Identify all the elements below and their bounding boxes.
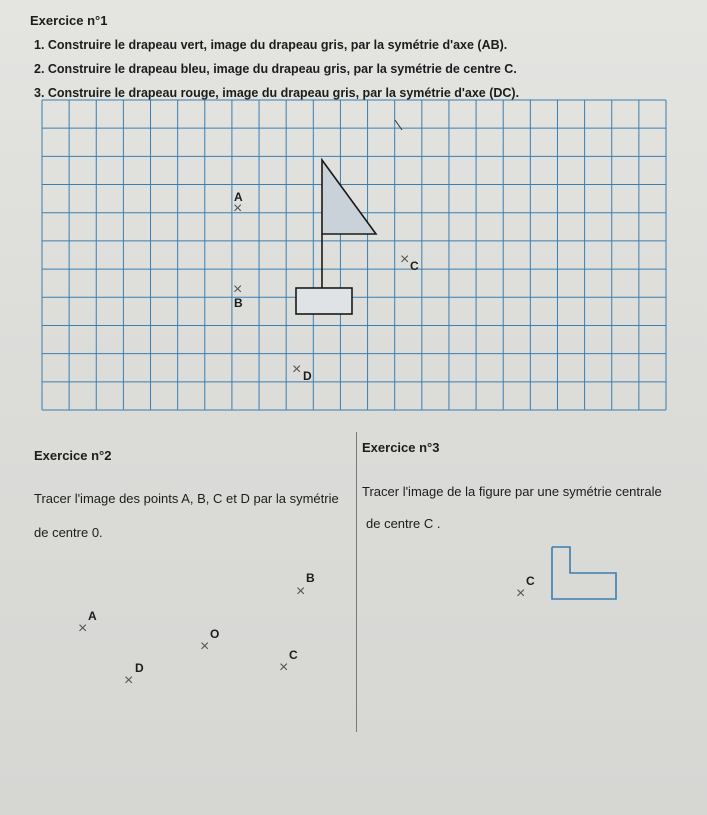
exercise2-title: Exercice n°2 bbox=[34, 448, 112, 463]
ex2-point-o-label: O bbox=[210, 627, 220, 641]
ex2-point-b-label: B bbox=[306, 571, 315, 585]
ex2-point-b-cross-icon: × bbox=[296, 583, 306, 600]
ex1-point-c-label: C bbox=[410, 259, 419, 273]
ex1-point-d-label: D bbox=[303, 369, 312, 383]
exercise1-instruction-2: 2. Construire le drapeau bleu, image du drapeau gris, par la symétrie de centre C. bbox=[34, 62, 517, 76]
exercise3-title: Exercice n°3 bbox=[362, 440, 440, 455]
exercise3-l-shape bbox=[540, 535, 630, 610]
ex2-point-a-cross-icon: × bbox=[78, 620, 88, 637]
ex2-point-c-label: C bbox=[289, 648, 298, 662]
column-divider bbox=[356, 432, 357, 732]
flag-base bbox=[296, 288, 352, 314]
ex1-point-b-label: B bbox=[234, 296, 243, 310]
ex2-point-d-cross-icon: × bbox=[124, 672, 134, 689]
exercise3-line2: de centre C . bbox=[366, 516, 441, 531]
exercise1-instruction-1: 1. Construire le drapeau vert, image du drapeau gris, par la symétrie d'axe (AB). bbox=[34, 38, 508, 52]
exercise1-title: Exercice n°1 bbox=[30, 13, 108, 28]
ex1-point-a-label: A bbox=[234, 190, 243, 204]
ex3-point-c-label: C bbox=[526, 574, 535, 588]
exercise2-line1: Tracer l'image des points A, B, C et D par la symétrie bbox=[34, 491, 339, 506]
ex1-point-a-cross-icon: × bbox=[233, 200, 243, 217]
ex1-point-d-cross-icon: × bbox=[292, 361, 302, 378]
ex3-point-c-cross-icon: × bbox=[516, 585, 526, 602]
grey-flag bbox=[296, 160, 376, 314]
exercise3-line1: Tracer l'image de la figure par une symétrie centrale bbox=[362, 484, 662, 499]
ex2-point-c-cross-icon: × bbox=[279, 659, 289, 676]
ex2-point-a-label: A bbox=[88, 609, 97, 623]
ex2-point-d-label: D bbox=[135, 661, 144, 675]
ex2-point-o-cross-icon: × bbox=[200, 638, 210, 655]
exercise1-instruction-3: 3. Construire le drapeau rouge, image du drapeau gris, par la symétrie d'axe (DC). bbox=[34, 86, 520, 100]
ex1-point-c-cross-icon: × bbox=[400, 251, 410, 268]
ex1-point-b-cross-icon: × bbox=[233, 281, 243, 298]
exercise2-line2: de centre 0. bbox=[34, 525, 103, 540]
